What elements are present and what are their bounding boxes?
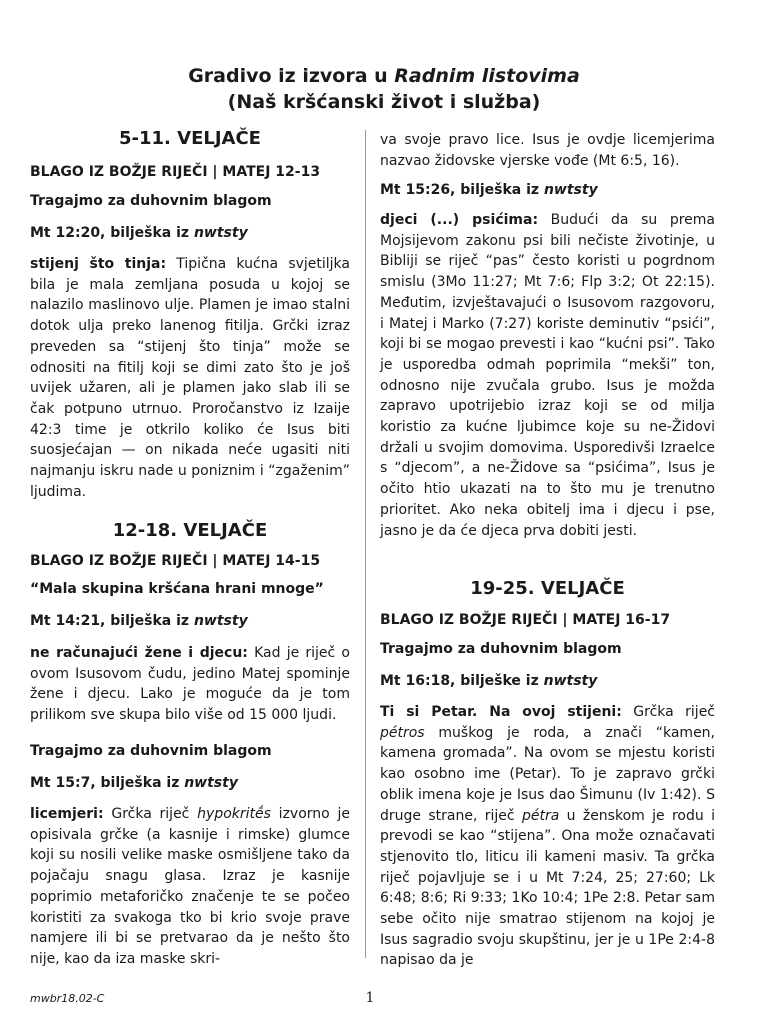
- scripture-reference: Mt 14:21, bilješka iz nwtsty: [30, 613, 248, 629]
- scripture-reference: Mt 15:7, bilješka iz nwtsty: [30, 775, 238, 791]
- scripture-reference: Mt 12:20, bilješka iz nwtsty: [30, 225, 248, 241]
- column-divider: [365, 130, 366, 958]
- page-number: 1: [365, 990, 375, 1006]
- week-date-heading: 12-18. VELJAČE: [112, 520, 268, 541]
- section-banner: BLAGO IZ BOŽJE RIJEČI | MATEJ 16-17: [380, 612, 671, 628]
- study-note-paragraph: licemjeri: Grčka riječ hypokritḗs izvorno je opisivala grčke (a kasnije i rimske) glumce koji su nosili velike maske osmišljene tako da pojačaju snagu glasa. Izraz je kasnije poprimio metaforičko značenje te se počeo koristiti za svakoga tko bi krio svoje prave namjere ili bi se pretvarao da je nešto što nije, kao da iza maske skri-: [30, 806, 350, 967]
- scripture-reference: Mt 16:18, bilješke iz nwtsty: [380, 673, 598, 689]
- study-note-paragraph: ne računajući žene i djecu: Kad je riječ o ovom Isusovom čudu, jedino Matej spominje žene i djecu. Lako je moguće da je tom prilikom sve skupa bilo više od 15 000 ljudi.: [30, 645, 350, 724]
- week-date-heading: 5-11. VELJAČE: [119, 128, 261, 149]
- section-subheading: Tragajmo za duhovnim blagom: [380, 641, 622, 657]
- week-date-heading: 19-25. VELJAČE: [470, 578, 625, 599]
- scripture-reference: Mt 15:26, bilješka iz nwtsty: [380, 182, 598, 198]
- section-subheading: “Mala skupina kršćana hrani mnoge”: [30, 581, 324, 597]
- study-note-paragraph: djeci (...) psićima: Budući da su prema Mojsijevom zakonu psi bili nečiste životinje, u Bibliji se riječ “pas” često koristi u pogrdnom smislu (3Mo 11:27; Mt 7:6; Flp 3:2; Ot 22:15). Međutim, izvještavajući o Isusovom razgovoru, i Matej i Marko (7:27) koriste deminutiv “psići”, koji bi se mogao prevesti i kao “kućni psi”. Tako je usporedba odmah poprimila “mekši” ton, odnosno nije zvučala grubo. Isus je možda zapravo upotrijebio izraz koji se od milja koristio za kućne ljubimce koje su ne-Židovi držali u svojim domovima. Usporedivši Izraelce s “djecom”, a ne-Židove sa “psićima”, Isus je očito htio ukazati na to što mu je trenutno prioritet. Ako neka obitelj ima i djecu i pse, jasno je da će djeca prva dobiti jesti.: [380, 212, 715, 539]
- section-banner: BLAGO IZ BOŽJE RIJEČI | MATEJ 14-15: [30, 553, 321, 569]
- study-note-paragraph: stijenj što tinja: Tipična kućna svjetiljka bila je mala zemljana posuda u kojoj se nalazilo maslinovo ulje. Plamen je imao stalni dotok ulja preko lanenog fitilja. Grčki izraz preveden sa “stijenj što tinja” može se odnositi na fitilj koji se dimi zato što je još uvijek užaren, ali je plamen jako slab ili se čak potpuno utrnuo. Proročanstvo iz Izaije 42:3 time je otkrilo koliko će Isus biti suosjećajan — on nikada neće ugasiti niti najmanju iskru nade u poniznim i “zgaženim” ljudima.: [30, 256, 350, 500]
- study-note-paragraph: Ti si Petar. Na ovoj stijeni: Grčka riječ pétros muškog je roda, a znači “kamen, kamena gromada”. Na ovom se mjestu koristi kao osobno ime (Petar). To je zapravo grčki oblik imena koje je Isus dao Šimunu (Iv 1:42). S druge strane, riječ pétra u ženskom je rodu i prevodi se kao “stijena”. Ona može označavati stjenovito tlo, liticu ili kameni masiv. Ta grčka riječ pojavljuje se i u Mt 7:24, 25; 27:60; Lk 6:48; 8:6; Ri 9:33; 1Ko 10:4; 1Pe 2:8. Petar sam sebe očito nije smatrao stijenom na kojoj je Isus sagradio svoju skupštinu, jer je u 1Pe 2:4-8 napisao da je: [380, 704, 716, 969]
- section-subheading: Tragajmo za duhovnim blagom: [30, 193, 272, 209]
- page-title: Gradivo iz izvora u Radnim listovima (Naš kršćanski život i služba): [188, 65, 580, 113]
- publication-code: mwbr18.02-C: [30, 992, 105, 1005]
- section-subheading: Tragajmo za duhovnim blagom: [30, 743, 272, 759]
- study-note-continuation: va svoje pravo lice. Isus je ovdje licemjerima nazvao židovske vjerske vođe (Mt 6:5, 16).: [380, 132, 715, 169]
- section-banner: BLAGO IZ BOŽJE RIJEČI | MATEJ 12-13: [30, 164, 321, 180]
